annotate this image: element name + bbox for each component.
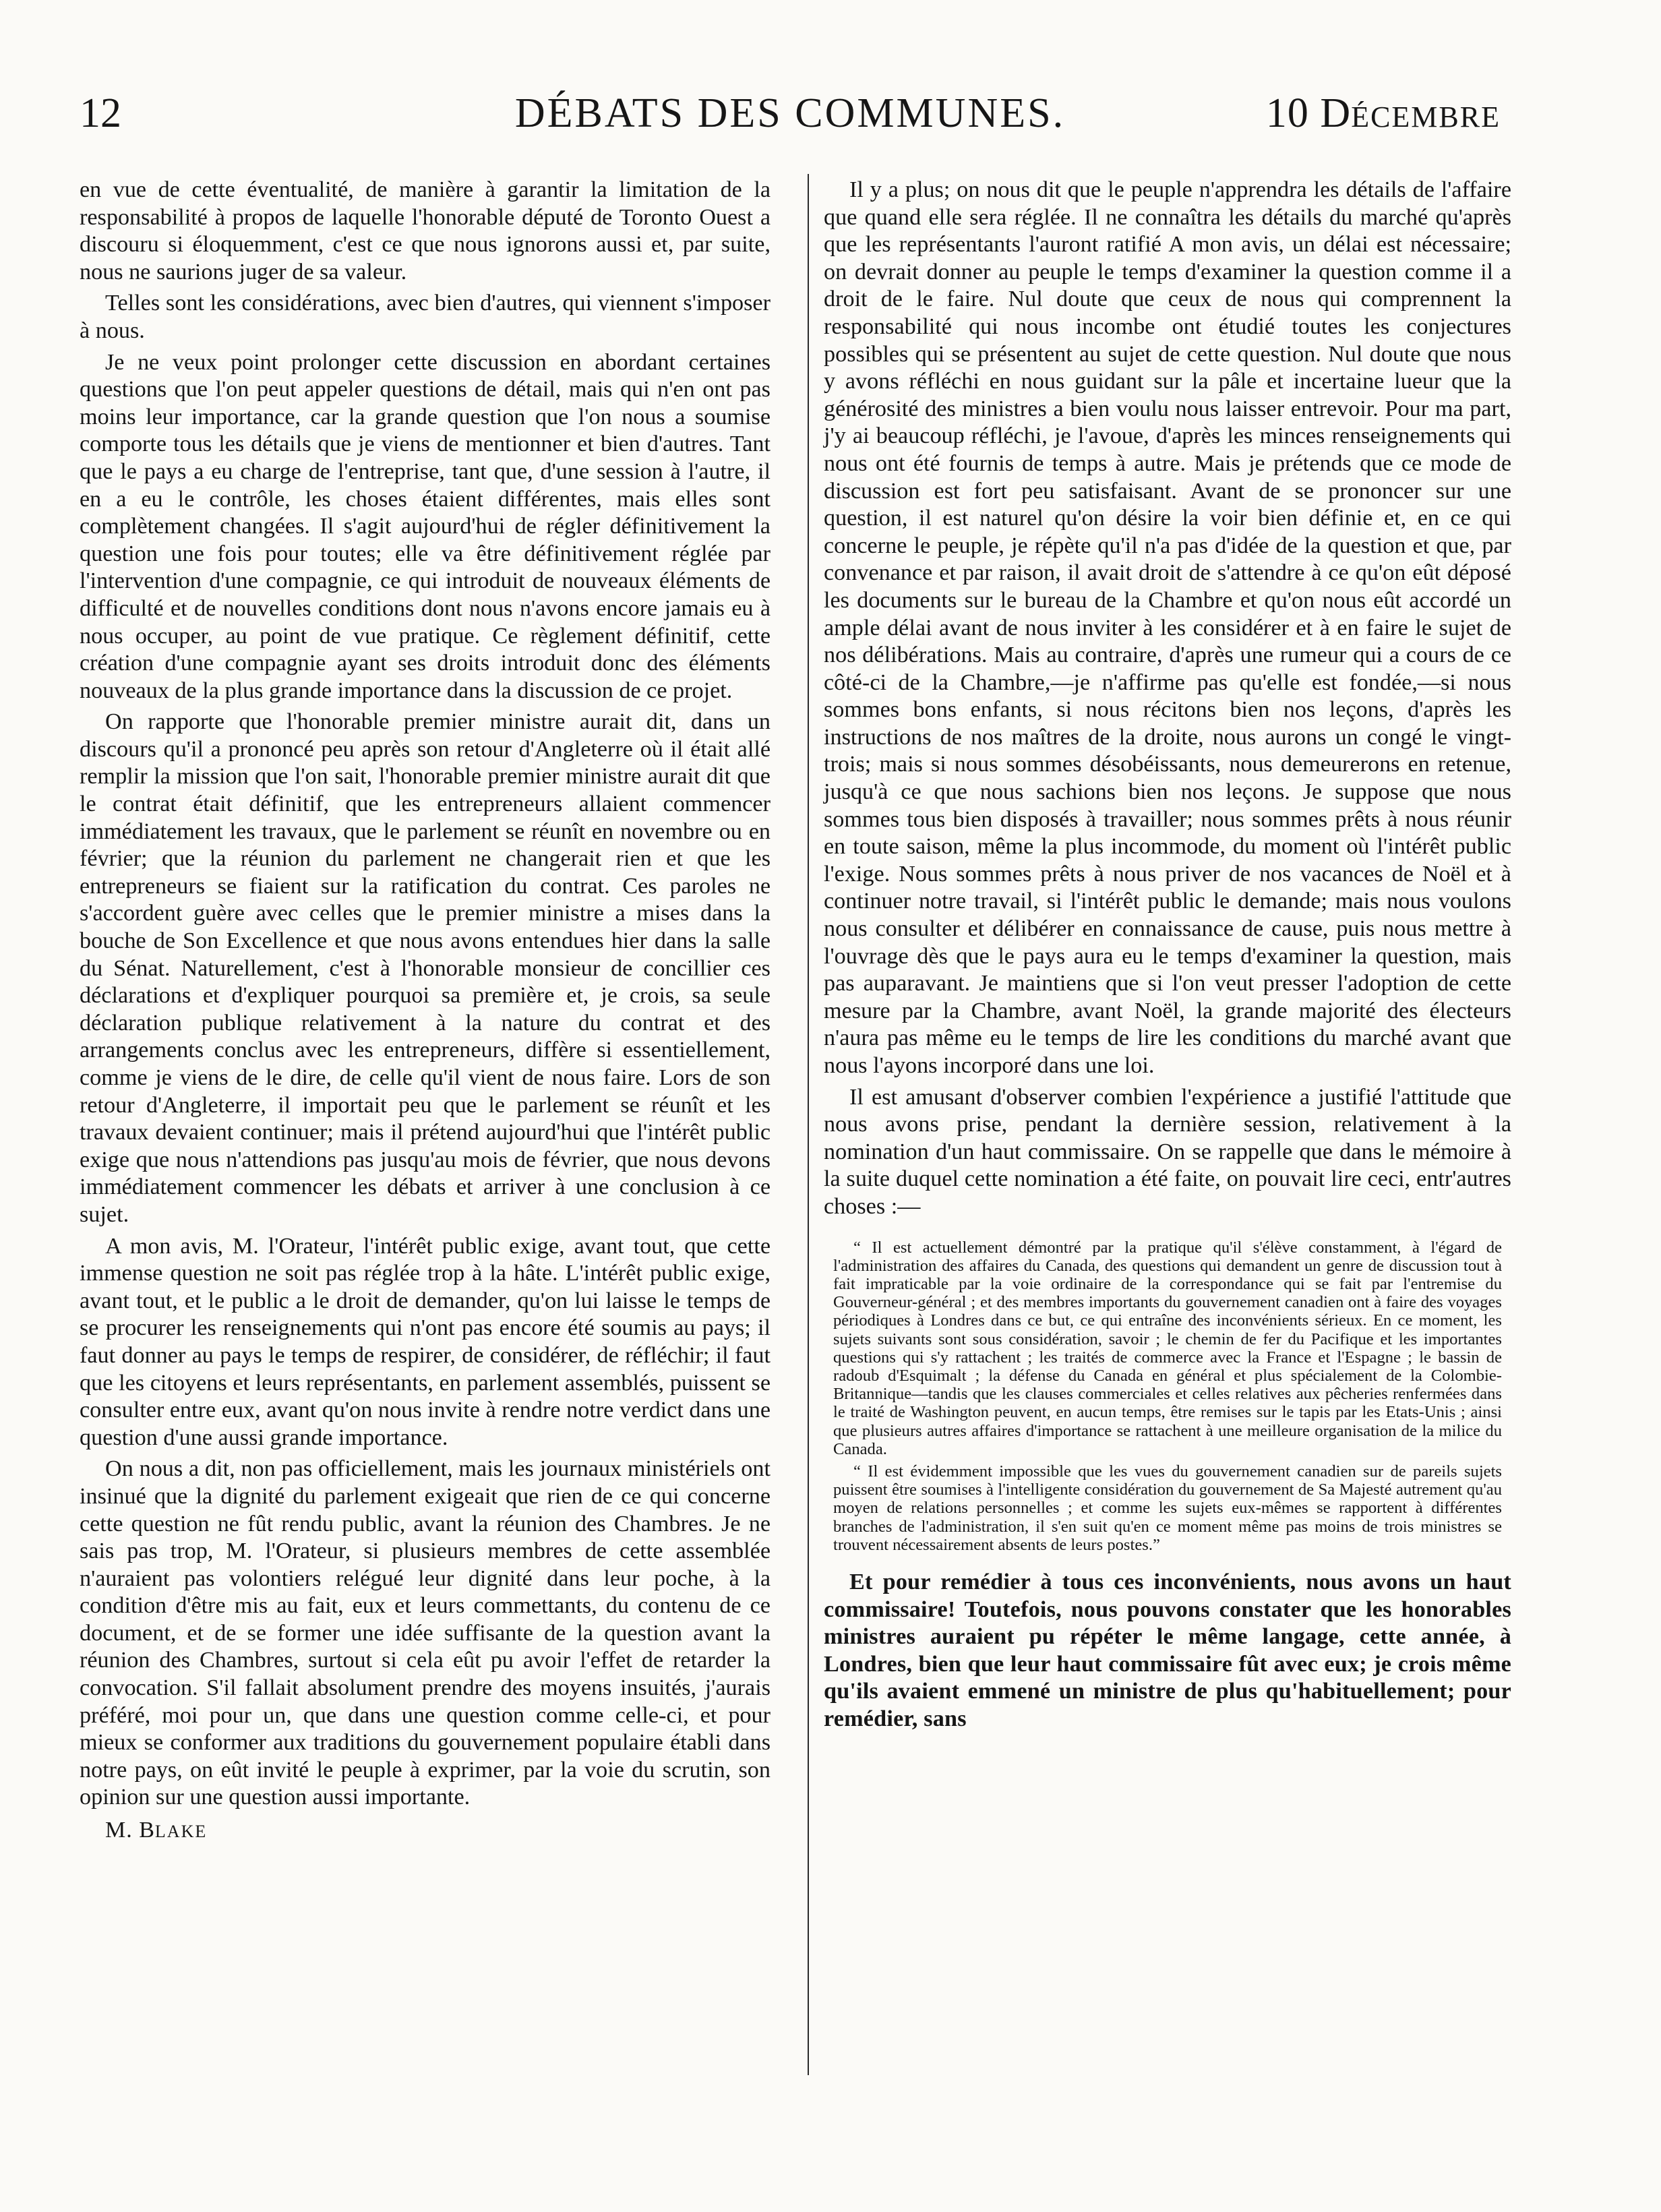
signature-rest: LAKE [154,1822,208,1842]
paragraph: A mon avis, M. l'Orateur, l'intérêt public exige, avant tout, que cette immense question ne soit pas réglée trop à la hâte. L'intérêt public exige, avant tout, et le public a le droit de demander, qu'on lui laisse le temps de se procurer les renseignements qui n'ont pas encore été soumis au pays; il faut donner au pays le temps de respirer, de considérer, de réfléchir; il faut que les citoyens et leurs représentants, en parlement assemblés, puissent se consulter entre eux, avant qu'on nous invite à rendre notre verdict dans une question d'une aussi grande importance. [80,1233,771,1450]
quoted-memo: “ Il est actuellement démontré par la pratique qu'il s'élève constamment, à l'égard de l'administration des affaires du Canada, des questions qui demandent un genre de discussion tout à fait impraticable par la voie ordinaire de la correspondance qui se fait par l'entremise du Gouverneur-général ; et des membres importants du gouvernement canadien ont à faire des voyages périodiques à Londres dans ce but, ce qui entraîne des inconvénients sérieux. En ce moment, les sujets suivants sont sous considération, savoir ; le chemin de fer du Pacifique et les importantes questions qui s'y rattachent ; les traités de commerce avec la France et l'Espagne ; le bassin de radoub d'Esquimalt ; la défense du Canada en général et plus spécialement de la Colombie-Britannique—tandis que les clauses commerciales et celles relatives aux pêcheries renfermées dans le traité de Washington peuvent, en aucun temps, être remises sur le tapis par les Etats-Unis ; ainsi que plusieurs autres affaires d'importance se rattachent à une meilleure organisation de la milice du Canada. [833,1238,1502,1458]
paragraph: Il est amusant d'observer combien l'expérience a justifié l'attitude que nous avons prise, pendant la dernière session, relativement à la nomination d'un haut commissaire. On se rappelle que dans le mémoire à la suite duquel cette nomination a été faite, on pouvait lire ceci, entr'autres choses :— [824,1084,1511,1219]
speaker-signature [105,1817,771,1846]
page-title: DÉBATS DES COMMUNES. [514,90,1066,136]
quoted-memo: “ Il est évidemment impossible que les vues du gouvernement canadien sur de pareils sujets puissent être soumises à l'intelligente considération du gouvernement de Sa Majesté autrement qu'au moyen de relations personnelles ; et comme les sujets eux-mêmes se rapportent à différentes branches de l'administration, il s'en suit qu'en ce moment même pas moins de trois ministres se trouvent nécessairement absents de leurs postes.” [833,1462,1502,1554]
paragraph: Il y a plus; on nous dit que le peuple n'apprendra les détails de l'affaire que quand elle sera réglée. Il ne connaîtra les détails du marché qu'après que les représentants l'auront ratifié A mon avis, un délai est nécessaire; on devrait donner au peuple le temps d'examiner la question comme il a droit de le faire. Nul doute que ceux de nous qui comprennent la responsabilité qui nous incombe ont étudié toutes les conjectures possibles qui se présentent au sujet de cette question. Nul doute que nous y avons réfléchi en nous guidant sur la pâle et incertaine lueur que la générosité des ministres a bien voulu nous laisser entrevoir. Pour ma part, j'y ai beaucoup réfléchi, je l'avoue, d'après les minces renseignements qui nous ont été fournis de temps à autre. Mais je prétends que ce mode de discussion est fort peu satisfaisant. Avant de se prononcer sur une question, il est naturel qu'on désire la voir bien définie et, en ce qui concerne le peuple, je répète qu'il n'a pas d'idée de la question et que, par convenance et par raison, il avait droit de s'attendre à ce qu'on eût déposé les documents sur le bureau de la Chambre et qu'on nous eût accordé un ample délai avant de nous inviter à les considérer et à en faire le sujet de nos délibérations. Mais au contraire, d'après une rumeur qui a cours de ce côté-ci de la Chambre,—je n'affirme pas qu'elle est fondée,—si nous sommes bons enfants, si nous récitons bien nos leçons, d'après les instructions de nos maîtres de la droite, nous aurons un congé le vingt-trois; mais si nous sommes désobéissants, nous demeurerons en retenue, jusqu'à ce que nous sachions bien nos leçons. Je suppose que nous sommes tous bien disposés à travailler; nous sommes prêts à nous réunir en toute saison, même la plus incommode, du moment où l'intérêt public l'exige. Nous sommes prêts à nous priver de nos vacances de Noël et à continuer notre travail, si l'intérêt public le demande; mais nous voulons nous consulter et délibérer en connaissance de cause, puis nous mettre à l'ouvrage dès que le pays aura eu le temps d'examiner la question, mais pas auparavant. Je maintiens que si l'on veut presser l'adoption de cette mesure par la Chambre, avant Noël, la grande majorité des électeurs n'aura pas même eu le temps de lire les conditions du marché avant que nous l'ayons incorporé dans une loi. [824,177,1511,1078]
paragraph: Et pour remédier à tous ces inconvénients, nous avons un haut commissaire! Toutefois, nous pouvons constater que les honorables ministres auraient pu répéter le même langage, cette année, à Londres, bien que leur haut commissaire fût avec eux; je crois même qu'ils avaient emmené un ministre de plus qu'habituellement; pour remédier, sans [824,1570,1511,1731]
paragraph: Je ne veux point prolonger cette discussion en abordant certaines questions que l'on peut appeler questions de détail, mais qui n'en ont pas moins leur importance, car la grande question que l'on nous a soumise comporte tous les détails que je viens de mentionner et bien d'autres. Tant que le pays a eu charge de l'entreprise, tant que, d'une session à l'autre, il en a eu le contrôle, les choses étaient différentes, mais elles sont complètement changées. Il s'agit aujourd'hui de régler définitivement la question une fois pour toutes; elle va être définitivement réglée par l'intervention d'une compagnie, ce qui introduit de nouveaux éléments de difficulté et de nouvelles conditions dont nous n'avons encore jamais eu à nous occuper, au point de vue pratique. Ce règlement définitif, cette création d'une compagnie ayant ses droits introduit donc des éléments nouveaux de la plus grande importance dans la discussion de ce projet. [80,349,771,703]
left-column [80,177,771,1846]
paragraph: On nous a dit, non pas officiellement, mais les journaux ministériels ont insinué que la dignité du parlement exigeait que rien de ce qui concerne cette question ne fût rendu public, avant la réunion des Chambres. Je ne sais pas trop, M. l'Orateur, si plusieurs membres de cette assemblée n'auraient pas volontiers relégué leur dignité dans leur poche, à la condition d'être mis au fait, eux et leurs commettants, du contenu de ce document, et de se former une idée suffisante de la question avant la réunion des Chambres, surtout si cela eût pu avoir l'effet de retarder la convocation. S'il fallait absolument prendre des moyens insuités, j'aurais préféré, moi pour un, que dans une question comme celle-ci, et pour mieux se conformer aux traditions du gouvernement populaire établi dans notre pays, on eût invité le peuple à exprimer, par la voie du scrutin, son opinion sur une question aussi importante. [80,1456,771,1810]
page-header [80,86,1501,140]
date-day: 10 [1265,90,1309,136]
date-initial: D [1320,90,1352,136]
paragraph: Telles sont les considérations, avec bien d'autres, qui viennent s'imposer à nous. [80,291,771,343]
paragraph: On rapporte que l'honorable premier ministre aurait dit, dans un discours qu'il a prononcé peu après son retour d'Angleterre où il était allé remplir la mission que l'on sait, l'honorable premier ministre aurait dit que le contrat était définitif, que les entrepreneurs allaient commencer immédiatement les travaux, que le parlement se réunît en novembre ou en février; que la réunion du parlement ne changerait rien et que les entrepreneurs se fiaient sur la ratification du contrat. Ces paroles ne s'accordent guère avec celles que le premier ministre a mises dans la bouche de Son Excellence et que nous avons entendues hier dans la salle du Sénat. Naturellement, c'est à l'honorable monsieur de concillier ces déclarations et d'expliquer pourquoi sa première et, je crois, sa seule déclaration publique relativement à la nature du contrat et des arrangements conclus avec les entrepreneurs, diffère si essentiellement, comme je viens de le dire, de celle qu'il vient de nous faire. Lors de son retour d'Angleterre, il importait peu que le parlement se réunît et les travaux devaient continuer; mais il prétend aujourd'hui que l'intérêt public exige que nous n'attendions pas jusqu'au mois de février, que nous devons immédiatement commencer les débats et arriver à une conclusion à ce sujet. [80,709,771,1227]
page-number: 12 [80,90,121,136]
page-date [1266,86,1501,144]
right-column [824,177,1511,1737]
column-divider [808,174,809,2075]
signature-initial: M. B [105,1818,155,1843]
paragraph: en vue de cette éventualité, de manière à garantir la limitation de la responsabilité à propos de laquelle l'honorable député de Toronto Ouest a discouru si éloquemment, c'est ce que nous ignorons aussi et, par suite, nous ne saurions juger de sa valeur. [80,177,771,285]
date-month-rest: ÉCEMBRE [1351,100,1501,133]
